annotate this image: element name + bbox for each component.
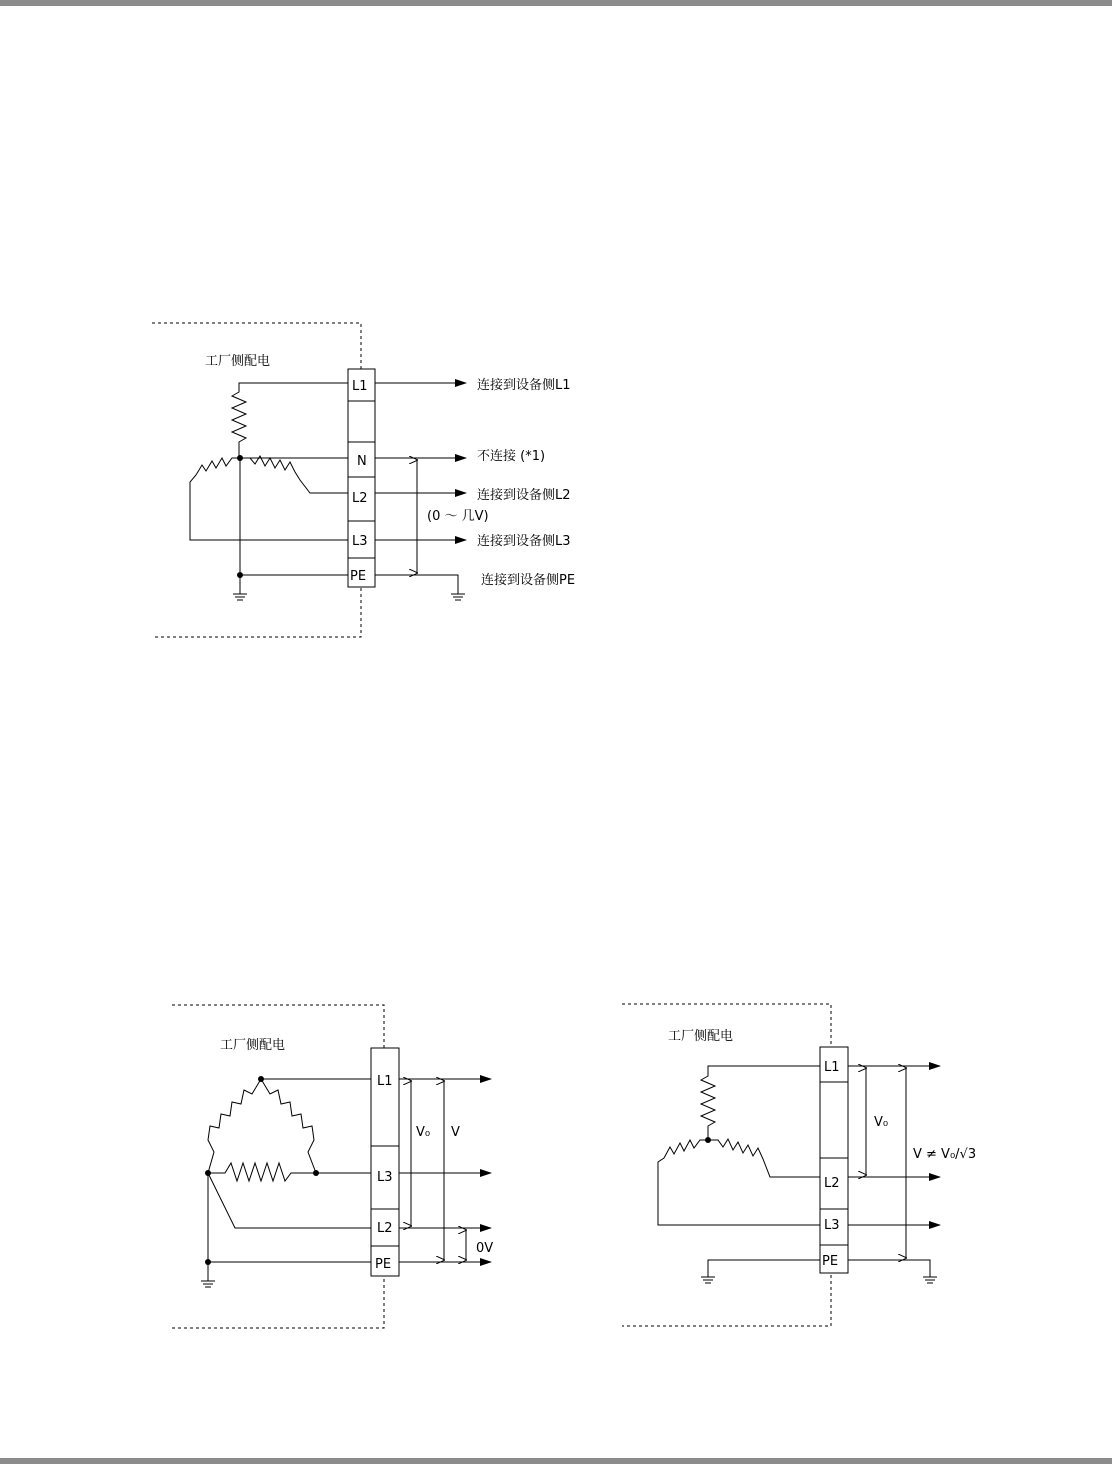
delta-bottom-winding: [208, 1163, 316, 1181]
boundary-3: [622, 1004, 831, 1326]
v0-label-2: V₀: [416, 1125, 431, 1140]
l3-winding-3: [658, 1140, 820, 1225]
voltage-range-label: (0 ～ 几V): [427, 509, 489, 524]
diagram-2: [172, 1005, 493, 1328]
ground-symbol-3a: [701, 1277, 715, 1283]
output-n-label: 不连接 (*1): [477, 449, 546, 464]
terminal-l2-3: L2: [824, 1176, 840, 1191]
ground-symbol-1b: [451, 594, 465, 600]
v0-label-3: V₀: [874, 1115, 889, 1130]
terminal-l3-1: L3: [352, 534, 368, 549]
output-l2-label: 连接到设备侧L2: [477, 488, 571, 503]
l3-winding: [190, 458, 348, 540]
terminal-block-1: [348, 369, 375, 587]
terminal-pe-1: PE: [350, 569, 367, 584]
terminal-n-1: N: [357, 454, 367, 469]
terminal-l3-2: L3: [377, 1170, 393, 1185]
l1-winding-3: [701, 1066, 820, 1140]
ground-symbol-2: [201, 1281, 215, 1287]
ground-symbol-1a: [233, 594, 247, 600]
zero-volt-label: 0V: [476, 1241, 494, 1256]
terminal-l3-3: L3: [824, 1218, 840, 1233]
pe-out-1: [375, 575, 458, 594]
terminal-pe-3: PE: [822, 1254, 839, 1269]
terminal-l2-2: L2: [377, 1221, 393, 1236]
output-l3-label: 连接到设备侧L3: [477, 534, 571, 549]
terminal-l1-3: L1: [824, 1060, 840, 1075]
source-label-3: 工厂侧配电: [668, 1029, 734, 1044]
l2-winding: [240, 456, 348, 493]
terminal-block-3: [820, 1047, 848, 1273]
ground-symbol-3b: [923, 1277, 937, 1283]
terminal-l1-2: L1: [377, 1074, 393, 1089]
voltage-relation-label: V ≠ V₀/√3: [913, 1147, 977, 1162]
v-label-2: V: [451, 1125, 460, 1140]
terminal-l1-1: L1: [352, 379, 368, 394]
l1-winding: [232, 383, 348, 458]
delta-left-winding: [208, 1079, 261, 1173]
terminal-l2-1: L2: [352, 491, 368, 506]
source-label-1: 工厂侧配电: [205, 354, 271, 369]
diagram-1: [152, 323, 575, 637]
output-pe-label: 连接到设备侧PE: [481, 573, 576, 588]
terminal-pe-2: PE: [375, 1257, 392, 1272]
output-l1-label: 连接到设备侧L1: [477, 378, 571, 393]
boundary-1: [152, 323, 361, 637]
diagram-3: [622, 1004, 976, 1326]
source-label-2: 工厂侧配电: [220, 1038, 286, 1053]
delta-right-winding: [261, 1079, 316, 1173]
l2-winding-3: [708, 1139, 820, 1177]
